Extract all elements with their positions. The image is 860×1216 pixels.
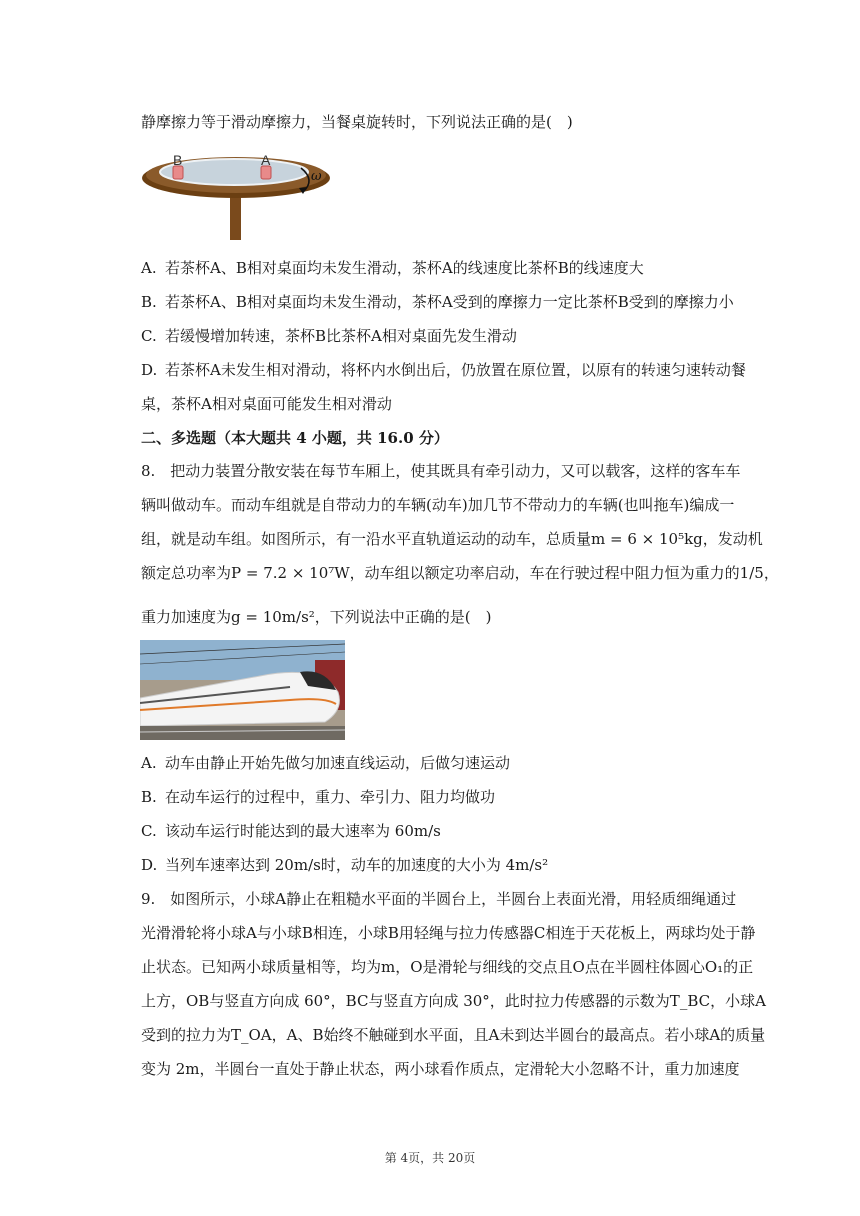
q8-option-c: C. 该动车运行时能达到的最大速率为 60m/s (141, 822, 441, 840)
q8-line-3: 组，就是动车组。如图所示，有一沿水平直轨道运动的动车，总质量m = 6 × 10⁵kg，发动机 (141, 530, 763, 548)
train-photo (140, 640, 345, 740)
label-a: A (261, 152, 271, 168)
q8-line-4: 额定总功率为P = 7.2 × 10⁷W，动车组以额定功率启动，车在行驶过程中阻力恒为重力的1/5， (141, 564, 779, 582)
q8-option-d: D. 当列车速率达到 20m/s时，动车的加速度的大小为 4m/s² (141, 856, 549, 874)
rotating-table-figure (141, 148, 341, 243)
q9-line-3: 止状态。已知两小球质量相等，均为m，O是滑轮与细线的交点且O点在半圆柱体圆心O₁的正 (141, 958, 754, 976)
section-heading: 二、多选题（本大题共 4 小题，共 16.0 分） (141, 429, 449, 447)
q9-line-2: 光滑滑轮将小球A与小球B相连，小球B用轻绳与拉力传感器C相连于天花板上，两球均处于静 (141, 924, 756, 942)
page-footer: 第 4页，共 20页 (384, 1151, 476, 1165)
q7-option-b: B. 若茶杯A、B相对桌面均未发生滑动，茶杯A受到的摩擦力一定比茶杯B受到的摩擦力小 (141, 293, 734, 311)
q8-option-a: A. 动车由静止开始先做匀加速直线运动，后做匀速运动 (141, 754, 511, 772)
label-b: B (173, 152, 183, 168)
q7-option-d-cont: 桌，茶杯A相对桌面可能发生相对滑动 (141, 395, 392, 413)
q8-line-1: 8. 把动力装置分散安装在每节车厢上，使其既具有牵引动力，又可以载客，这样的客车车 (141, 462, 741, 480)
omega-symbol: ω (311, 169, 322, 184)
q7-stem-tail: 静摩擦力等于滑动摩擦力，当餐桌旋转时，下列说法正确的是( ) (141, 113, 573, 131)
q8-line-2: 辆叫做动车。而动车组就是自带动力的车辆(动车)加几节不带动力的车辆(也叫拖车)编成一 (141, 496, 735, 514)
q8-line-5: 重力加速度为g = 10m/s²，下列说法中正确的是( ) (141, 608, 492, 626)
q9-line-6: 变为 2m，半圆台一直处于静止状态，两小球看作质点，定滑轮大小忽略不计，重力加速度 (141, 1060, 740, 1078)
q8-option-b: B. 在动车运行的过程中，重力、牵引力、阻力均做功 (141, 788, 496, 806)
q7-option-a: A. 若茶杯A、B相对桌面均未发生滑动，茶杯A的线速度比茶杯B的线速度大 (141, 259, 644, 277)
q9-line-5: 受到的拉力为T_OA，A、B始终不触碰到水平面，且A未到达半圆台的最高点。若小球A的质量 (141, 1026, 766, 1044)
table-leg (230, 194, 241, 240)
q9-line-4: 上方，OB与竖直方向成 60°，BC与竖直方向成 30°，此时拉力传感器的示数为T_BC，小球A (141, 992, 766, 1010)
q9-line-1: 9. 如图所示，小球A静止在粗糙水平面的半圆台上，半圆台上表面光滑，用轻质细绳通过 (141, 890, 737, 908)
q7-option-d: D. 若茶杯A未发生相对滑动，将杯内水倒出后，仍放置在原位置，以原有的转速匀速转动餐 (141, 361, 746, 379)
q7-option-c: C. 若缓慢增加转速，茶杯B比茶杯A相对桌面先发生滑动 (141, 327, 517, 345)
